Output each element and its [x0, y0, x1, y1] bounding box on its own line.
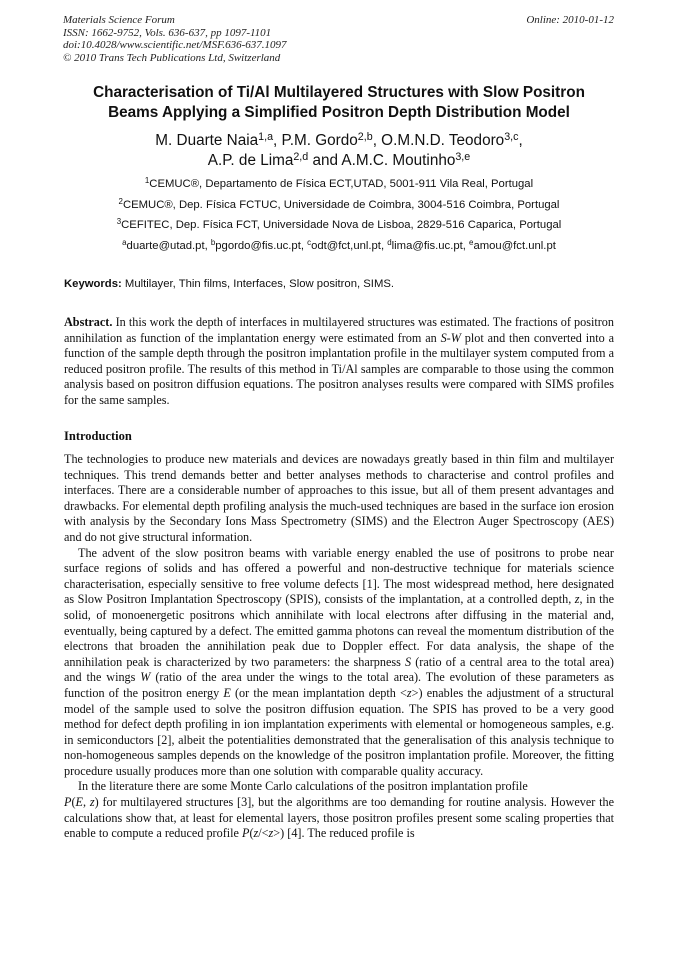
- email-sup: b: [210, 237, 216, 247]
- journal-header: [63, 14, 287, 64]
- paragraph: [64, 546, 614, 780]
- text-run: (: [249, 826, 254, 841]
- text-run: , in the solid, of monoenergetic positrons which annihilate with local electrons after diffusing in the material and, eventually, being captured by a defect. The emitted gamma photons can reveal the momentum distribution of the electrons that broaden the annihilation peak due to Doppler effect. For data analysis, the shape of the annihilation peak is characterized by two parameters: the sharpness: [64, 592, 615, 669]
- abstract-text: In this work the depth of interfaces in multilayered structures was estimated. The fractions of positron annihilation as function of the implantation energy were estimated from an: [64, 315, 614, 345]
- email-sup: d: [387, 237, 392, 247]
- email-list: [40, 236, 638, 257]
- email-sup: c: [307, 237, 312, 247]
- email-address: odt@fct,unl.pt,: [311, 239, 388, 252]
- author-name: , O.M.N.D. Teodoro: [372, 132, 505, 149]
- paragraph: [64, 795, 614, 842]
- author-separator: ,: [518, 132, 523, 149]
- title-line-2: Beams Applying a Simplified Positron Depth Distribution Model: [108, 104, 570, 121]
- abstract-italic: S-W: [440, 330, 461, 345]
- affiliation-2: [40, 195, 638, 216]
- text-run: E: [75, 795, 83, 810]
- abstract-text: plot and then converted into a function of the sample depth through the positron implantation profile in the multilayer system computed from a reduced positron profile. The results of this method in Ti/Al samples are comparable to those using the common analysis based on positron diffusion equations. The positron analyses results were compared with SIMS profiles for the same samples.: [64, 330, 614, 407]
- author-line-1: [60, 131, 618, 151]
- author-sup: 3,c: [504, 131, 519, 144]
- author-name: M. Duarte Naia: [155, 132, 259, 149]
- email-sup: e: [469, 237, 474, 247]
- affiliation-sup: 2: [118, 196, 123, 206]
- text-run: (ratio of the area under the wings to the total area). The evolution of these parameters as function of the positron energy: [64, 670, 615, 700]
- author-list: [60, 131, 618, 171]
- title-line-1: Characterisation of Ti/Al Multilayered Structures with Slow Positron: [93, 84, 585, 101]
- paragraph: [64, 779, 614, 795]
- affiliation-3: [40, 215, 638, 236]
- author-sup: 2,d: [293, 151, 309, 164]
- abstract-label: Abstract.: [64, 315, 113, 329]
- author-line-2: [60, 151, 618, 171]
- affiliation-1: [40, 174, 638, 195]
- introduction-body: [64, 452, 614, 842]
- paper-title: [40, 83, 638, 123]
- text-run: (ratio of a central area to the total area) and the wings: [64, 654, 614, 685]
- email-address: duarte@utad.pt,: [126, 239, 211, 252]
- affiliation-text: CEMUC®, Departamento de Física ECT,UTAD, 5001-911 Vila Real, Portugal: [149, 178, 534, 190]
- text-run: ) for multilayered structures [3], but the algorithms are too demanding for routine analysis. However the calculations show that, at least for elemental layers, those positron profiles present some scaling properties that enable to compute a reduced profile: [64, 795, 614, 841]
- issn-line: ISSN: 1662-9752, Vols. 636-637, pp 1097-1101: [63, 26, 272, 39]
- text-run: z: [406, 685, 412, 700]
- email-address: amou@fct.unl.pt: [473, 239, 556, 252]
- text-run: S: [405, 654, 412, 669]
- doi-line: doi:10.4028/www.scientific.net/MSF.636-637.1097: [63, 39, 287, 51]
- email-address: lima@fis.uc.pt,: [391, 239, 470, 252]
- author-name: , P.M. Gordo: [273, 132, 358, 149]
- text-run: E: [223, 685, 231, 700]
- text-run: ,: [82, 795, 90, 810]
- affiliation-sup: 3: [116, 217, 122, 227]
- journal-name: Materials Science Forum: [63, 14, 175, 26]
- text-run: >) [4]. The reduced profile is: [273, 826, 415, 841]
- online-date: Online: 2010-01-12: [526, 14, 614, 26]
- author-sup: 2,b: [357, 131, 373, 144]
- email-address: pgordo@fis.uc.pt,: [215, 239, 308, 252]
- copyright-line: © 2010 Trans Tech Publications Ltd, Switzerland: [63, 51, 281, 64]
- text-run: P: [64, 795, 72, 810]
- keywords-label: Keywords:: [64, 278, 122, 290]
- author-sup: 1,a: [258, 131, 274, 144]
- affiliation-sup: 1: [144, 176, 150, 186]
- text-run: z: [574, 592, 580, 607]
- text-run: z: [268, 826, 274, 841]
- section-heading-introduction: Introduction: [64, 429, 132, 443]
- author-name: and A.M.C. Moutinho: [308, 152, 456, 169]
- text-run: >) enables the adjustment of a structural model of the sample used to solve the positron diffusion equation. The SPIS has proved to be a very good method for defect depth profiling in ion implantation experiments with elemental or homogeneous samples, e.g. in semiconductors [2], albeit the potentialities demonstrated that the generalisation of this analysis technique to non-homogeneous samples depends on the knowledge of the positron implantation profile. Moreover, the fitting procedure usually produces more than one solution with comparable quality accuracy.: [64, 685, 615, 778]
- affiliations: [40, 174, 638, 256]
- paragraph: The technologies to produce new materials and devices are nowadays greatly based in thin film and multilayer techniques. This trend demands better and better analyses methods to characterise and control profiles and interfaces. There are a considerable number of approaches to this issue, but all of them present advantages and drawbacks. For elemental depth profiling analysis the much-used techniques are based in the surface ion erosion with analysis by the Secondary Ions Mass Spectrometry (SIMS) and the Electron Auger Spectroscopy (AES) and do not give structural information.: [64, 452, 614, 544]
- affiliation-text: CEMUC®, Dep. Física FCTUC, Universidade de Coimbra, 3004-516 Coimbra, Portugal: [122, 198, 560, 211]
- text-run: /<: [258, 826, 269, 841]
- affiliation-text: CEFITEC, Dep. Física FCT, Universidade Nova de Lisboa, 2829-516 Caparica, Portugal: [121, 219, 562, 231]
- author-sup: 3,e: [455, 151, 471, 164]
- text-run: In the literature there are some Monte Carlo calculations of the positron implantation profile: [78, 779, 528, 794]
- text-run: (: [71, 795, 76, 810]
- text-run: The advent of the slow positron beams with variable energy enabled the use of positrons to probe near surface regions of solids and has offered a powerful and non-destructive technique for materials science characterisation, especially sensitive to free volume defects [1]. The most widespread method, here designated as Slow Positron Implantation Spectroscopy (SPIS), consists of the implantation, at a controlled depth,: [64, 545, 614, 607]
- keywords-text: Multilayer, Thin films, Interfaces, Slow positron, SIMS.: [121, 278, 395, 290]
- text-run: W: [140, 670, 151, 685]
- abstract: [64, 315, 614, 409]
- text-run: z: [253, 826, 259, 841]
- email-sup: a: [122, 237, 127, 247]
- author-name: A.P. de Lima: [207, 152, 294, 169]
- text-run: P: [242, 826, 250, 841]
- text-run: z: [89, 795, 95, 810]
- text-run: (or the mean implantation depth <: [230, 685, 407, 700]
- keywords: [64, 277, 614, 291]
